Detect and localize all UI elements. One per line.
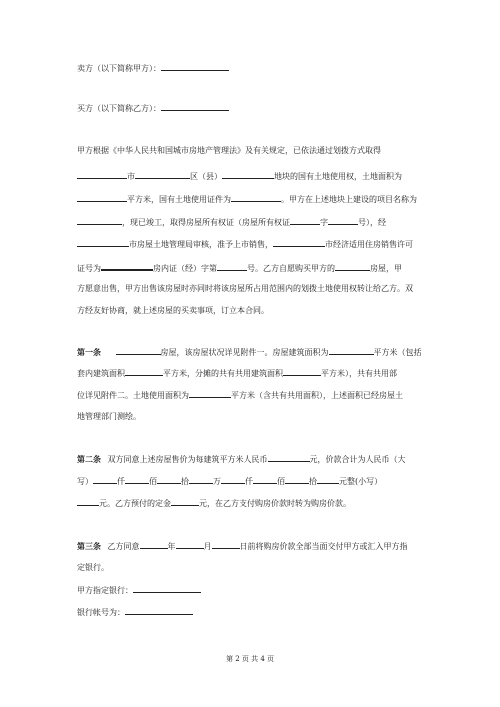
blank[interactable] [335, 262, 370, 271]
article1-line-2: 套内建筑面积 平方米，分摊的共有共用建筑面积 平方米），共有共用部 [77, 369, 397, 378]
blank[interactable] [189, 475, 213, 484]
article1-line-3: 位详见附件二。土地使用面积为 平方米（含共有共用面积），上述面积已经房屋土 [77, 391, 403, 400]
blank[interactable] [290, 216, 320, 225]
blank[interactable] [328, 216, 358, 225]
page-number: 第 2 页 共 4 页 [225, 655, 275, 663]
blank[interactable] [171, 497, 199, 506]
blank[interactable] [77, 497, 99, 506]
article1-line-4: 地管理部门测绘。 [77, 412, 141, 421]
intro-line-5: 市房屋土地管理局审核，准予上市销售， 市经济适用住房销售许可 [77, 238, 413, 250]
blank[interactable] [189, 389, 231, 398]
blank[interactable] [217, 262, 247, 271]
buyer-blank[interactable] [161, 102, 229, 111]
intro-line-4: ，现已竣工，取得房屋所有权证（房屋所有权证 字 号），经 [77, 216, 386, 228]
blank[interactable] [176, 540, 204, 549]
blank[interactable] [231, 193, 281, 202]
intro-line-2: 市 区（县） 地块的国有土地使用权，土地面积为 [77, 170, 402, 182]
intro-line-8: 方经友好协商，就上述房屋的买卖事项，订立本合同。 [77, 306, 269, 315]
bank-name-label: 甲方指定银行： [77, 586, 133, 595]
article2-title: 第二条 [77, 454, 101, 464]
buyer-label: 买方（以下简称乙方）： [77, 104, 161, 113]
blank[interactable] [77, 170, 127, 179]
seller-label: 卖方（以下简称甲方）： [77, 64, 161, 73]
article1-title: 第一条 [77, 347, 101, 357]
blank[interactable] [317, 475, 339, 484]
article2-line-2: 写） 仟 佰 拾 万 仟 佰 拾 元整(小写） [77, 477, 383, 486]
intro-line-7: 方愿意出售，甲方出售该房屋时亦同时将该房屋所占用范围内的划拨土地使用权转让给乙方。双 [77, 284, 413, 293]
blank[interactable] [93, 475, 117, 484]
blank[interactable] [140, 540, 168, 549]
article3-line-1: 第三条 乙方同意 年 月 日前将购房价款全部当面交付甲方或汇入甲方指 [77, 541, 408, 551]
bank-name-blank[interactable] [133, 584, 201, 593]
blank[interactable] [285, 475, 309, 484]
intro-line-6: 证号为 房内证（经）字第 号。乙方自愿购买甲方的 房屋，甲 [77, 261, 402, 274]
blank[interactable] [157, 475, 181, 484]
blank[interactable] [268, 453, 310, 462]
blank[interactable] [77, 216, 122, 225]
intro-line-1: 甲方根据《中华人民共和国城市房地产管理法》及有关规定，已依法通过划拨方式取得 [77, 146, 381, 155]
blank[interactable] [273, 238, 325, 247]
blank[interactable] [135, 170, 190, 179]
blank[interactable] [253, 475, 277, 484]
seller-line [77, 62, 229, 74]
buyer-line [77, 102, 229, 114]
blank[interactable] [212, 540, 240, 549]
bank-account-blank[interactable] [125, 606, 193, 615]
blank[interactable] [77, 193, 127, 202]
article3-title: 第三条 [77, 541, 101, 551]
bank-account-label: 银行帐号为： [77, 608, 125, 617]
article2-line-3: 元。乙方预付的定金 元，在乙方支付购房价款时转为购房价款。 [77, 497, 351, 509]
blank[interactable] [125, 475, 149, 484]
bank-account-line [77, 606, 193, 618]
bank-name-line [77, 584, 201, 596]
blank[interactable] [283, 367, 321, 376]
blank[interactable] [125, 367, 163, 376]
blank[interactable] [101, 261, 153, 271]
seller-blank[interactable] [161, 62, 229, 71]
blank[interactable] [77, 238, 129, 247]
article2-line-1: 第二条 双方同意上述房屋售价为每建筑平方米人民币 元，价款合计为人民币（大 [77, 454, 406, 464]
article3-line-2: 定银行。 [77, 563, 109, 572]
blank[interactable] [221, 475, 245, 484]
blank[interactable] [329, 346, 374, 355]
article1-line-1: 第一条 房屋，该房屋状况详见附件一。房屋建筑面积为 平方米（包括 [77, 347, 422, 357]
blank[interactable] [222, 170, 274, 179]
blank[interactable] [116, 346, 161, 355]
intro-line-3: 平方米，国有土地使用证件为 。甲方在上述地块上建设的项目名称为 [77, 193, 417, 205]
